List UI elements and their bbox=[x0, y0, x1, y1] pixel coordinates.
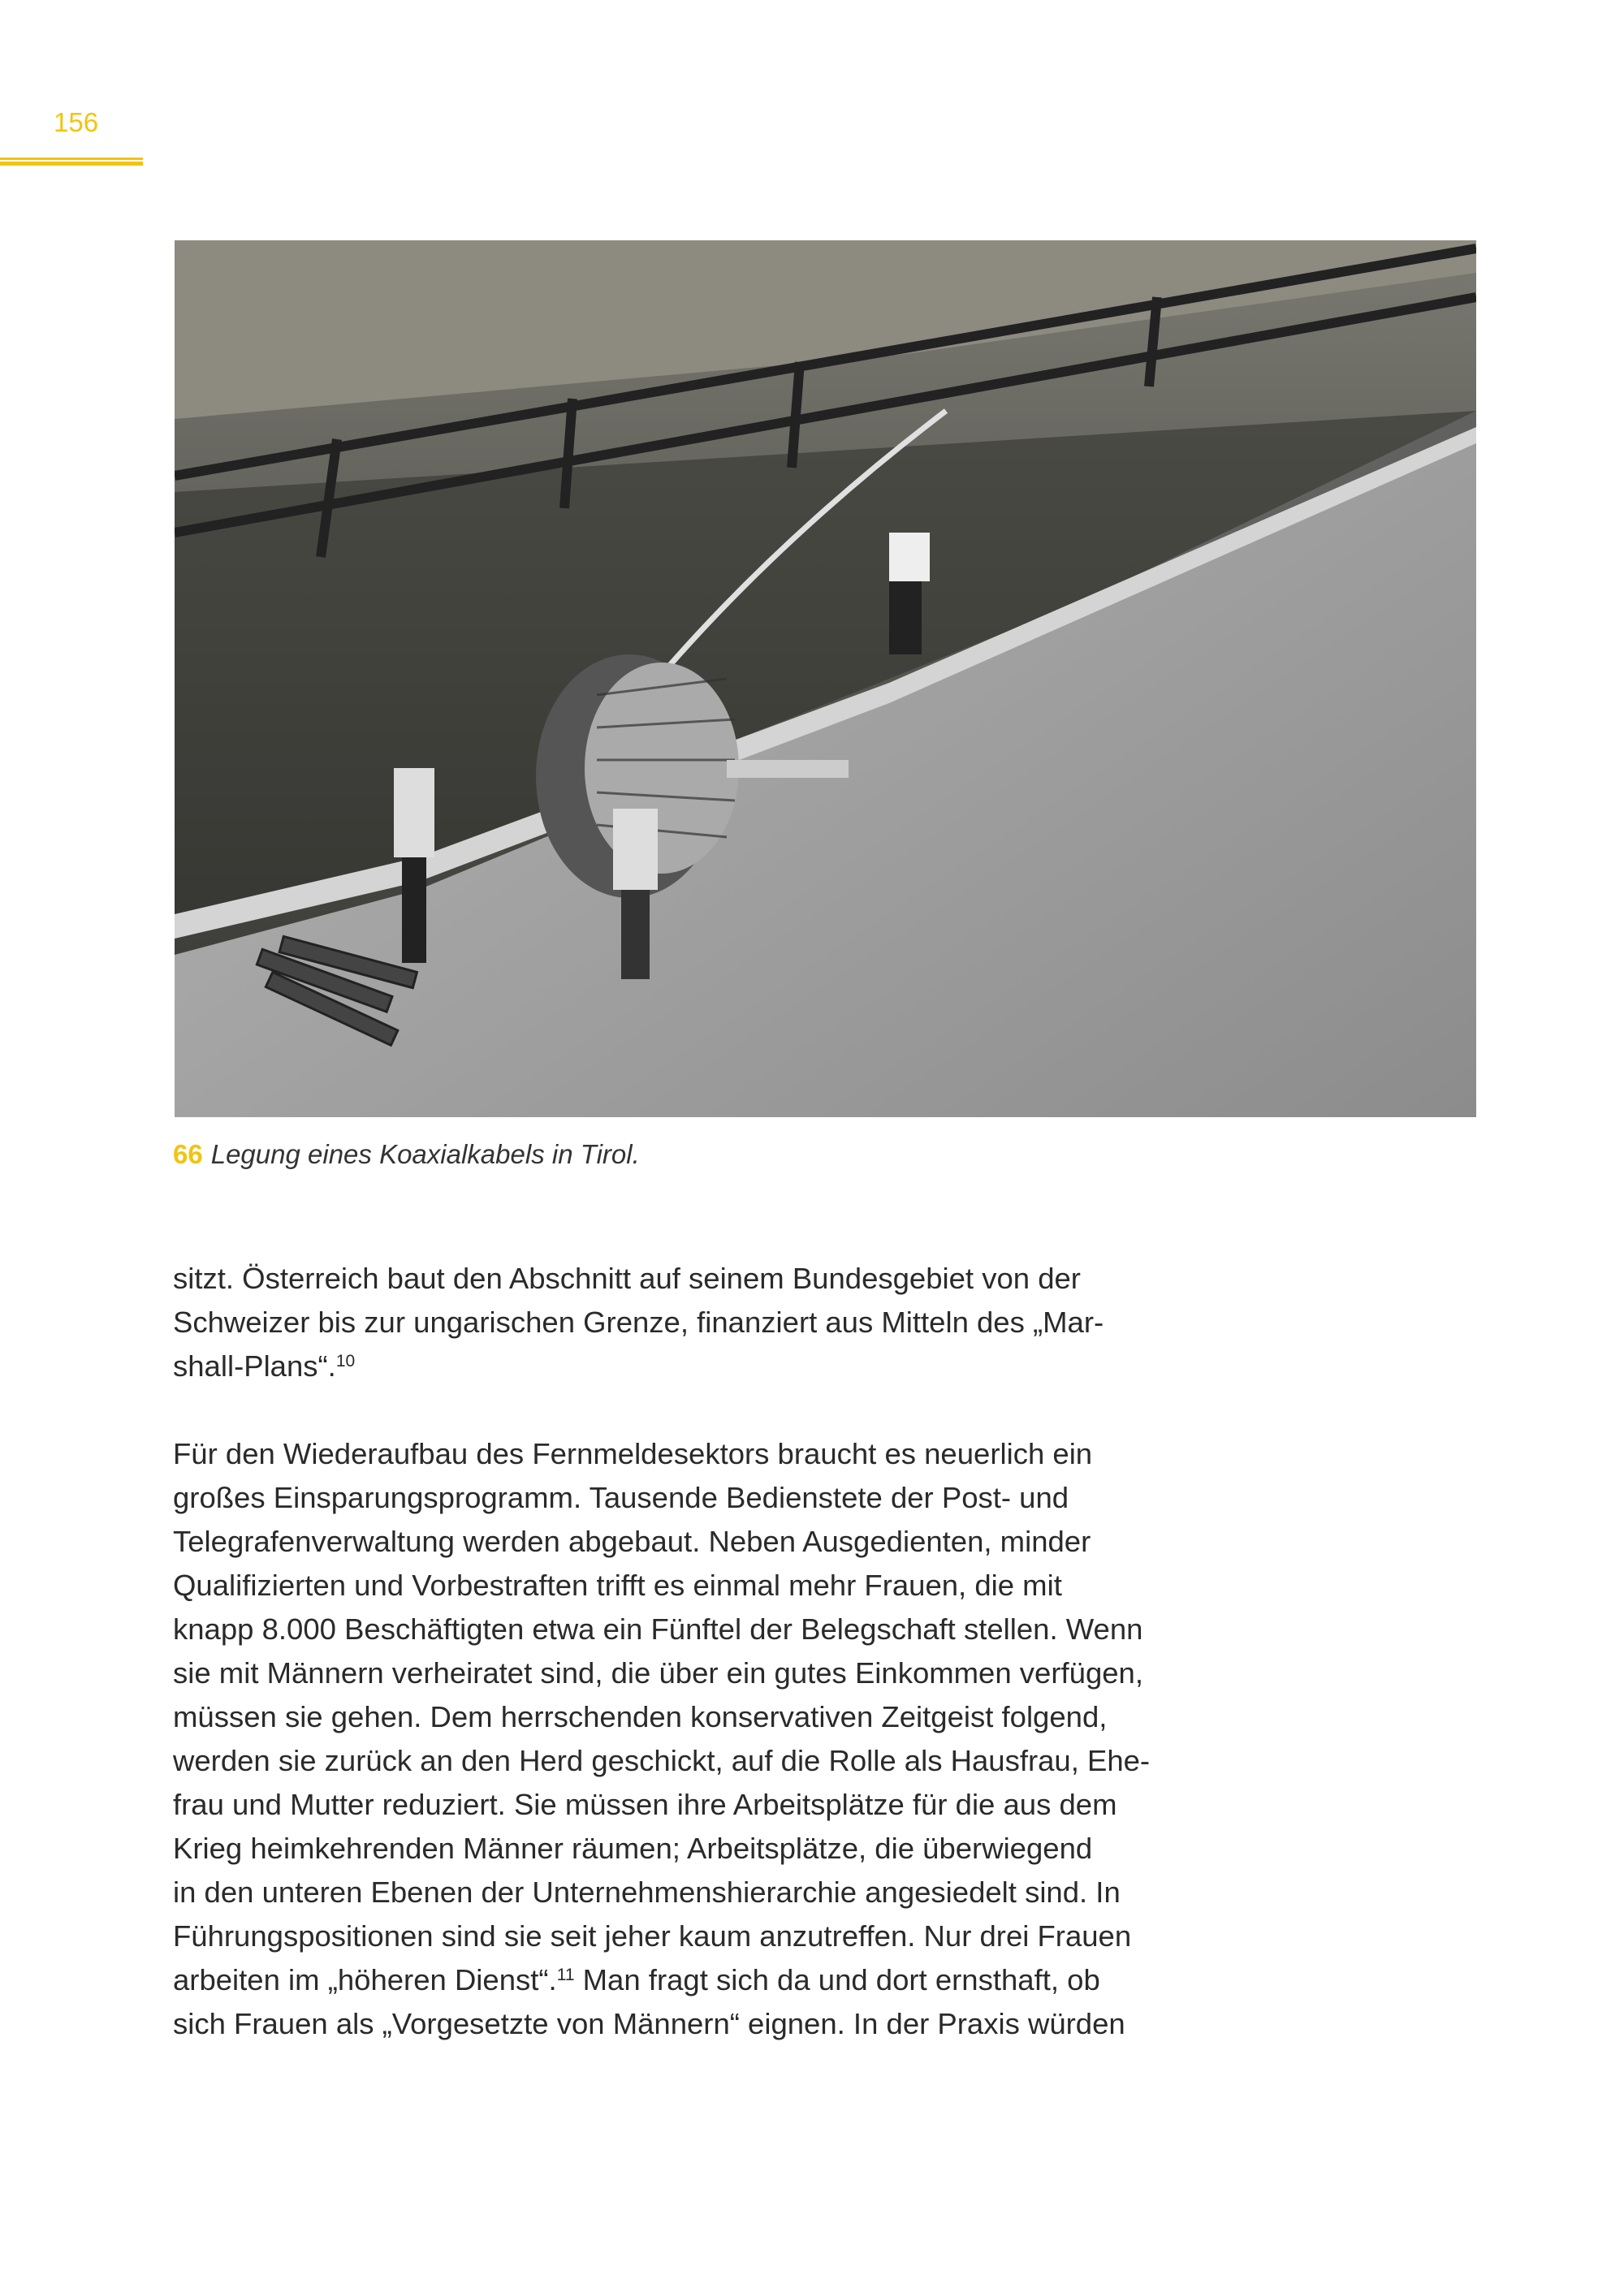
text-span: großes Einsparungsprogramm. Tausende Bedienstete der Post- und bbox=[173, 1481, 1069, 1514]
text-span: Führungspositionen sind sie seit jeher kaum anzutreffen. Nur drei Frauen bbox=[173, 1919, 1132, 1953]
text-span: Qualifizierten und Vorbestraften trifft es einmal mehr Frauen, die mit bbox=[173, 1569, 1062, 1602]
header-rule bbox=[0, 158, 143, 162]
text-line bbox=[173, 1739, 1150, 1783]
text-line bbox=[173, 1958, 1150, 2002]
text-line bbox=[173, 1432, 1150, 1476]
text-line bbox=[173, 1871, 1150, 1914]
figure-caption bbox=[173, 1139, 640, 1170]
page-number: 156 bbox=[54, 107, 99, 137]
figure-number: 66 bbox=[173, 1139, 203, 1169]
text-span: knapp 8.000 Beschäftigten etwa ein Fünftel der Belegschaft stellen. Wenn bbox=[173, 1612, 1143, 1646]
text-span: werden sie zurück an den Herd geschickt, auf die Rolle als Hausfrau, Ehe- bbox=[173, 1744, 1151, 1777]
text-line bbox=[173, 1827, 1150, 1871]
text-span: Man fragt sich da und dort ernsthaft, ob bbox=[574, 1963, 1100, 1996]
text-line bbox=[173, 1345, 1150, 1388]
figure-caption-text: Legung eines Koaxialkabels in Tirol. bbox=[210, 1139, 640, 1169]
footnote-ref[interactable]: 11 bbox=[556, 1966, 575, 1984]
figure-photo-cable-laying bbox=[175, 240, 1476, 1117]
text-line bbox=[173, 1476, 1150, 1520]
text-span: frau und Mutter reduziert. Sie müssen ihre Arbeitsplätze für die aus dem bbox=[173, 1788, 1117, 1821]
text-line bbox=[173, 1783, 1150, 1827]
text-line bbox=[173, 2002, 1150, 2046]
text-line bbox=[173, 1564, 1150, 1608]
text-line bbox=[173, 1608, 1150, 1651]
text-line bbox=[173, 1301, 1150, 1345]
text-span: Schweizer bis zur ungarischen Grenze, finanziert aus Mitteln des „Mar- bbox=[173, 1306, 1104, 1339]
text-span: Telegrafenverwaltung werden abgebaut. Neben Ausgedienten, minder bbox=[173, 1525, 1091, 1558]
text-line bbox=[173, 1914, 1150, 1958]
text-span: arbeiten im „höheren Dienst“. bbox=[173, 1963, 557, 1996]
text-span: sich Frauen als „Vorgesetzte von Männern“ eignen. In der Praxis würden bbox=[173, 2007, 1125, 2040]
text-line bbox=[173, 1520, 1150, 1564]
text-span: in den unteren Ebenen der Unternehmenshierarchie angesiedelt sind. In bbox=[173, 1875, 1121, 1909]
text-line bbox=[173, 1257, 1150, 1301]
text-line bbox=[173, 1695, 1150, 1739]
text-span: sie mit Männern verheiratet sind, die über ein gutes Einkommen verfügen, bbox=[173, 1656, 1143, 1690]
text-span: shall-Plans“. bbox=[173, 1349, 336, 1383]
text-span: Für den Wiederaufbau des Fernmeldesektors braucht es neuerlich ein bbox=[173, 1437, 1093, 1470]
text-span: sitzt. Österreich baut den Abschnitt auf seinem Bundesgebiet von der bbox=[173, 1262, 1081, 1295]
text-span: Krieg heimkehrenden Männer räumen; Arbeitsplätze, die überwiegend bbox=[173, 1832, 1093, 1865]
text-line bbox=[173, 1651, 1150, 1695]
text-span: müssen sie gehen. Dem herrschenden konservativen Zeitgeist folgend, bbox=[173, 1700, 1108, 1733]
body-text bbox=[173, 1257, 1150, 2046]
footnote-ref[interactable]: 10 bbox=[335, 1352, 356, 1370]
